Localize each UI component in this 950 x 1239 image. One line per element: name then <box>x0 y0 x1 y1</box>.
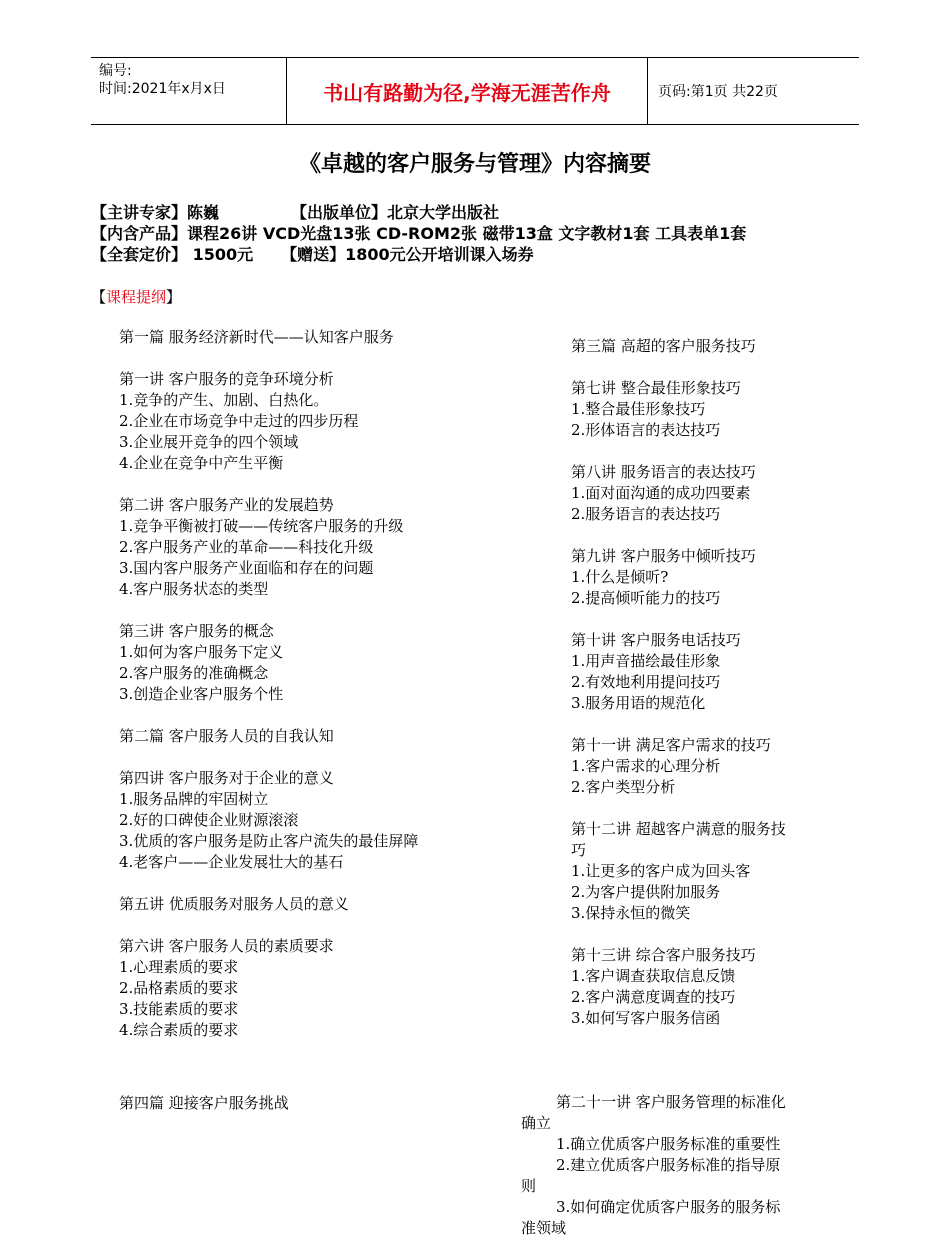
meta-line-3 <box>91 244 746 265</box>
list-item: 1.整合最佳形象技巧 <box>571 400 706 418</box>
outline-bracket-close: 】 <box>166 288 182 306</box>
list-item: 1.面对面沟通的成功四要素 <box>571 484 751 502</box>
list-item: 2.为客户提供附加服务 <box>571 883 721 901</box>
list-item: 4.老客户——企业发展壮大的基石 <box>119 853 344 871</box>
list-item: 2.客户满意度调查的技巧 <box>571 988 736 1006</box>
list-item: 3.保持永恒的微笑 <box>571 904 691 922</box>
list-item: 3.如何确定优质客户服务的服务标 <box>556 1198 781 1216</box>
list-item: 1.客户调查获取信息反馈 <box>571 967 736 985</box>
list-item: 4.客户服务状态的类型 <box>119 580 269 598</box>
list-item: 1.竞争平衡被打破——传统客户服务的升级 <box>119 517 404 535</box>
list-item: 2.好的口碑使企业财源滚滚 <box>119 811 299 829</box>
lecture-heading-continued: 确立 <box>521 1114 552 1132</box>
lecture-heading: 第十讲 客户服务电话技巧 <box>571 631 741 649</box>
list-item: 3.创造企业客户服务个性 <box>119 685 284 703</box>
motto-cell <box>286 58 648 124</box>
list-item: 1.服务品牌的牢固树立 <box>119 790 269 808</box>
part-heading: 第二篇 客户服务人员的自我认知 <box>119 727 334 745</box>
list-item: 1.什么是倾听? <box>571 568 669 586</box>
outline-right-column <box>571 336 786 1029</box>
lecture-heading: 第五讲 优质服务对服务人员的意义 <box>119 895 349 913</box>
lecture-heading: 第二十一讲 客户服务管理的标准化 <box>556 1093 786 1111</box>
list-item: 1.让更多的客户成为回头客 <box>571 862 751 880</box>
lecture-heading: 第七讲 整合最佳形象技巧 <box>571 379 741 397</box>
page-info-text: 页码:第1页 共22页 <box>658 84 778 100</box>
list-item-continued: 准领域 <box>521 1219 567 1237</box>
outline-label-text: 课程提纲 <box>106 288 167 306</box>
outline-right-column-bottom <box>521 1092 786 1239</box>
list-item: 3.优质的客户服务是防止客户流失的最佳屏障 <box>119 832 419 850</box>
page-info-cell <box>648 58 859 124</box>
list-item: 3.技能素质的要求 <box>119 1000 239 1018</box>
list-item: 4.企业在竞争中产生平衡 <box>119 454 284 472</box>
lecture-heading: 第三讲 客户服务的概念 <box>119 622 274 640</box>
course-meta <box>91 202 746 265</box>
meta-line-1 <box>91 202 746 223</box>
lecture-heading: 第八讲 服务语言的表达技巧 <box>571 463 756 481</box>
lecture-heading-continued: 巧 <box>571 841 587 859</box>
header-info-cell <box>91 58 286 124</box>
document-title: 《卓越的客户服务与管理》内容摘要 <box>298 152 651 177</box>
expert-field: 【主讲专家】陈巍 <box>91 203 220 222</box>
list-item: 1.心理素质的要求 <box>119 958 239 976</box>
lecture-heading: 第十三讲 综合客户服务技巧 <box>571 946 756 964</box>
lecture-heading: 第二讲 客户服务产业的发展趋势 <box>119 496 334 514</box>
lecture-heading: 第十二讲 超越客户满意的服务技 <box>571 820 786 838</box>
list-item: 1.客户需求的心理分析 <box>571 757 721 775</box>
part-heading: 第三篇 高超的客户服务技巧 <box>571 337 756 355</box>
outline-left-column-bottom <box>119 1093 289 1114</box>
lecture-heading: 第四讲 客户服务对于企业的意义 <box>119 769 334 787</box>
list-item: 4.综合素质的要求 <box>119 1021 239 1039</box>
outline-label <box>91 286 181 307</box>
lecture-heading: 第一讲 客户服务的竞争环境分析 <box>119 370 334 388</box>
outline-left-column <box>119 327 418 1041</box>
list-item: 3.国内客户服务产业面临和存在的问题 <box>119 559 374 577</box>
lecture-heading: 第六讲 客户服务人员的素质要求 <box>119 937 334 955</box>
lecture-heading: 第九讲 客户服务中倾听技巧 <box>571 547 756 565</box>
list-item: 1.如何为客户服务下定义 <box>119 643 284 661</box>
list-item: 2.客户服务产业的革命——科技化升级 <box>119 538 374 556</box>
meta-line-2: 【内含产品】课程26讲 VCD光盘13张 CD-ROM2张 磁带13盒 文字教材1套 工具表单1套 <box>91 224 747 243</box>
motto-text: 书山有路勤为径,学海无涯苦作舟 <box>323 80 611 105</box>
publisher-field: 【出版单位】北京大学出版社 <box>291 203 500 222</box>
list-item-continued: 则 <box>521 1177 537 1195</box>
list-item: 2.有效地利用提问技巧 <box>571 673 721 691</box>
price-field: 【全套定价】 1500元 <box>91 245 254 264</box>
list-item: 2.客户服务的准确概念 <box>119 664 269 682</box>
list-item: 3.如何写客户服务信函 <box>571 1009 721 1027</box>
time-label: 时间:2021年x月x日 <box>99 81 226 97</box>
list-item: 1.竞争的产生、加剧、白热化。 <box>119 391 329 409</box>
gift-field: 【赠送】1800元公开培训课入场券 <box>281 245 534 264</box>
list-item: 2.建立优质客户服务标准的指导原 <box>556 1156 781 1174</box>
page-header <box>91 57 859 125</box>
list-item: 1.确立优质客户服务标准的重要性 <box>556 1135 781 1153</box>
part-heading: 第四篇 迎接客户服务挑战 <box>119 1094 289 1112</box>
list-item: 2.品格素质的要求 <box>119 979 239 997</box>
list-item: 3.企业展开竞争的四个领域 <box>119 433 299 451</box>
list-item: 3.服务用语的规范化 <box>571 694 706 712</box>
part-heading: 第一篇 服务经济新时代——认知客户服务 <box>119 328 394 346</box>
outline-bracket-open: 【 <box>91 288 107 306</box>
list-item: 2.服务语言的表达技巧 <box>571 505 721 523</box>
list-item: 2.企业在市场竞争中走过的四步历程 <box>119 412 359 430</box>
number-label: 编号: <box>99 63 132 79</box>
list-item: 2.形体语言的表达技巧 <box>571 421 721 439</box>
list-item: 2.提高倾听能力的技巧 <box>571 589 721 607</box>
list-item: 2.客户类型分析 <box>571 778 676 796</box>
lecture-heading: 第十一讲 满足客户需求的技巧 <box>571 736 771 754</box>
list-item: 1.用声音描绘最佳形象 <box>571 652 721 670</box>
